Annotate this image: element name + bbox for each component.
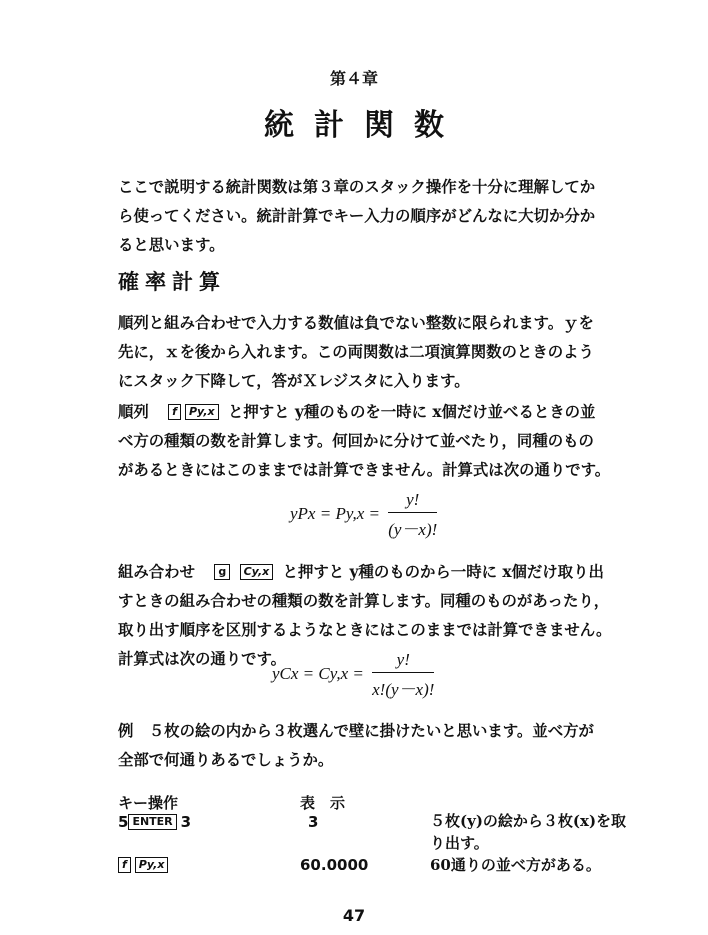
para-line: 先に，ｘを後から入れます。この両関数は二項演算関数のときのよう — [118, 343, 594, 361]
table-row-2-keys — [118, 856, 172, 874]
pyx-key: Py,x — [185, 404, 219, 420]
key-suffix: 3 — [180, 813, 192, 831]
formula-lhs: yCx = Cy,x = — [272, 663, 364, 683]
combination-formula — [272, 650, 434, 700]
formula-denominator: (y－x)! — [388, 520, 438, 539]
table-row-2-display: 60.0000 — [300, 856, 369, 874]
formula-denominator: x!(y－x)! — [372, 680, 435, 699]
page-title: 統計関数 — [264, 108, 464, 143]
table-header-display: 表 示 — [300, 794, 346, 812]
table-row-1-note — [430, 810, 626, 854]
comb-label: 組み合わせ — [118, 563, 195, 581]
key-prefix: 5 — [118, 813, 129, 831]
para-line: 順列と組み合わせで入力する数値は負でない整数に限られます。ｙを — [118, 314, 594, 332]
perm-line — [118, 398, 658, 427]
comb-line — [118, 558, 658, 587]
f-key: f — [118, 857, 131, 873]
note-line: ５枚(y)の絵から３枚(x)を取 — [430, 812, 627, 830]
table-row-2-note: 60通りの並べ方がある。 — [430, 856, 601, 874]
permutation-paragraph — [118, 398, 658, 485]
intro-paragraph — [118, 173, 658, 260]
example-line: 例 ５枚の絵の内から３枚選んで壁に掛けたいと思います。並べ方が — [118, 722, 594, 740]
formula-fraction — [372, 650, 434, 700]
formula-fraction — [388, 490, 437, 540]
formula-numerator: y! — [372, 650, 434, 673]
example-paragraph — [118, 717, 658, 775]
comb-line: すときの組み合わせの種類の数を計算します。同種のものがあったり， — [118, 592, 610, 610]
perm-label: 順列 — [118, 403, 149, 421]
intro-line: ここで説明する統計関数は第３章のスタック操作を十分に理解してか — [118, 178, 596, 196]
formula-lhs: yPx = Py,x = — [290, 503, 380, 523]
formula-numerator: y! — [388, 490, 437, 513]
input-rules-paragraph — [118, 309, 658, 396]
table-header-keys: キー操作 — [118, 794, 179, 812]
table-row-1-display: 3 — [308, 813, 319, 831]
permutation-formula — [290, 490, 437, 540]
cyx-key: Cy,x — [240, 564, 274, 580]
perm-line: べ方の種類の数を計算します。何回かに分けて並べたり，同種のもの — [118, 432, 594, 450]
intro-line: ら使ってください。統計計算でキー入力の順序がどんなに大切か分か — [118, 207, 596, 225]
table-row-1-keys — [118, 813, 191, 831]
perm-line: があるときにはこのままでは計算できません。計算式は次の通りです。 — [118, 461, 611, 479]
comb-line: 取り出す順序を区別するようなときにはこのままでは計算できません。 — [118, 621, 612, 639]
comb-line-text: と押すと y種のものから一時に x個だけ取り出 — [282, 563, 604, 581]
enter-key: ENTER — [128, 814, 176, 830]
chapter-label: 第４章 — [329, 69, 378, 88]
g-key: g — [214, 564, 230, 580]
section-title: 確率計算 — [118, 269, 226, 294]
example-line: 全部で何通りあるでしょうか。 — [118, 751, 334, 769]
f-key: f — [168, 404, 181, 420]
para-line: にスタック下降して，答がＸレジスタに入ります。 — [118, 372, 470, 390]
comb-line: 計算式は次の通りです。 — [118, 650, 287, 668]
note-line: り出す。 — [430, 834, 489, 852]
pyx-key: Py,x — [135, 857, 169, 873]
page-number: 47 — [342, 906, 366, 925]
perm-line-text: と押すと y種のものを一時に x個だけ並べるときの並 — [227, 403, 596, 421]
intro-line: ると思います。 — [118, 236, 225, 254]
